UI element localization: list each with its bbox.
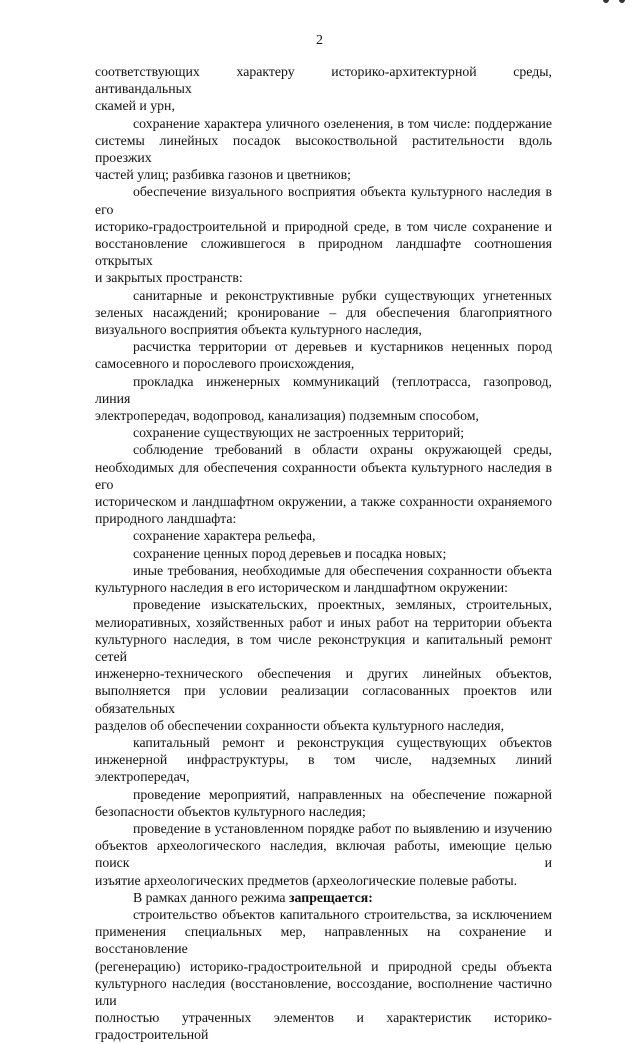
text-line: выполняется при условии реализации согласованных проектов или обязательных [95, 683, 552, 716]
text-line: обеспечение визуального восприятия объекта культурного наследия в его [95, 184, 552, 217]
text-line: объектов археологического наследия, включая работы, имеющие целью поиск и [95, 838, 552, 871]
text-line: проведение изыскательских, проектных, земляных, строительных, [133, 597, 552, 613]
text-line: природного ландшафта: [95, 511, 237, 527]
text-line: сохранение характера уличного озеленения, в том числе: поддержание [133, 115, 552, 131]
text-line: изъятие археологических предметов (археологические полевые работы. [95, 872, 518, 888]
text-line: частей улиц; разбивка газонов и цветников; [95, 167, 351, 183]
text-line: соблюдение требований в области охраны окружающей среды, [133, 442, 552, 458]
text-line: капитальный ремонт и реконструкция существующих объектов [133, 734, 552, 750]
text-line: визуального восприятия объекта культурного наследия, [95, 322, 422, 338]
text-line: расчистка территории от деревьев и кустарников неценных пород [133, 339, 552, 355]
text-line: сохранение существующих не застроенных территорий; [133, 425, 465, 441]
text-line: применения специальных мер, направленных на сохранение и восстановление [95, 924, 552, 957]
text-line: инженерной инфраструктуры, в том числе, надземных линий электропередач, [95, 752, 552, 785]
text-line: и закрытых пространств: [95, 270, 243, 286]
text-line: зеленых насаждений; кронирование – для обеспечения благоприятного [95, 304, 552, 320]
text-line: иные требования, необходимые для обеспечения сохранности объекта [133, 562, 552, 578]
text-line: строительство объектов капитального строительства, за исключением [133, 906, 552, 922]
text-line: культурного наследия, в том числе реконструкция и капитальный ремонт сетей [95, 631, 552, 664]
regime-intro-text: В рамках данного режима [133, 889, 289, 905]
text-line: электропередач, водопровод, канализация) подземным способом, [95, 408, 479, 424]
text-line: проведение в установленном порядке работ по выявлению и изучению [133, 820, 552, 836]
text-line: восстановление сложившегося в природном ландшафте соотношения открытых [95, 236, 552, 269]
text-line: инженерно-технического обеспечения и других линейных объектов, [95, 666, 552, 682]
text-line: разделов об обеспечении сохранности объекта культурного наследия, [95, 717, 505, 733]
text-line: безопасности объектов культурного наследия; [95, 803, 366, 819]
text-line: проведение мероприятий, направленных на обеспечение пожарной [133, 786, 552, 802]
text-line: историческом и ландшафтном окружении, а также сохранности охраняемого [95, 494, 552, 510]
text-line: историко-градостроительной и природной среде, в том числе сохранение и [95, 218, 552, 234]
text-line: культурного наследия в его историческом и ландшафтном окружении: [95, 580, 508, 596]
text-line: мелиоративных, хозяйственных работ и иных работ на территории объекта [95, 614, 552, 630]
page-corner-mark [589, 0, 639, 10]
text-line: санитарные и реконструктивные рубки существующих угнетенных [133, 287, 552, 303]
text-line: (регенерацию) историко-градостроительной и природной среды объекта [95, 958, 552, 974]
text-line: скамей и урн, [95, 98, 175, 114]
text-line: культурного наследия (восстановление, воссоздание, восполнение частично или [95, 975, 552, 1008]
text-line: самосевного и порослевого происхождения, [95, 356, 355, 372]
text-line: сохранение ценных пород деревьев и посадка новых; [133, 545, 447, 561]
text-line: необходимых для обеспечения сохранности объекта культурного наследия в его [95, 459, 552, 492]
text-line: прокладка инженерных коммуникаций (теплотрасса, газопровод, линия [95, 373, 552, 406]
text-line: сохранение характера рельефа, [133, 528, 316, 544]
document-body [95, 63, 552, 1044]
text-line: полностью утраченных элементов и характеристик историко-градостроительной [95, 1010, 552, 1043]
prohibited-heading: запрещается: [289, 889, 373, 905]
text-line: соответствующих характеру историко-архитектурной среды, антивандальных [95, 64, 552, 97]
text-line [95, 889, 552, 906]
text-line: системы линейных посадок высокоствольной растительности вдоль проезжих [95, 132, 552, 166]
page-number: 2 [316, 33, 323, 48]
